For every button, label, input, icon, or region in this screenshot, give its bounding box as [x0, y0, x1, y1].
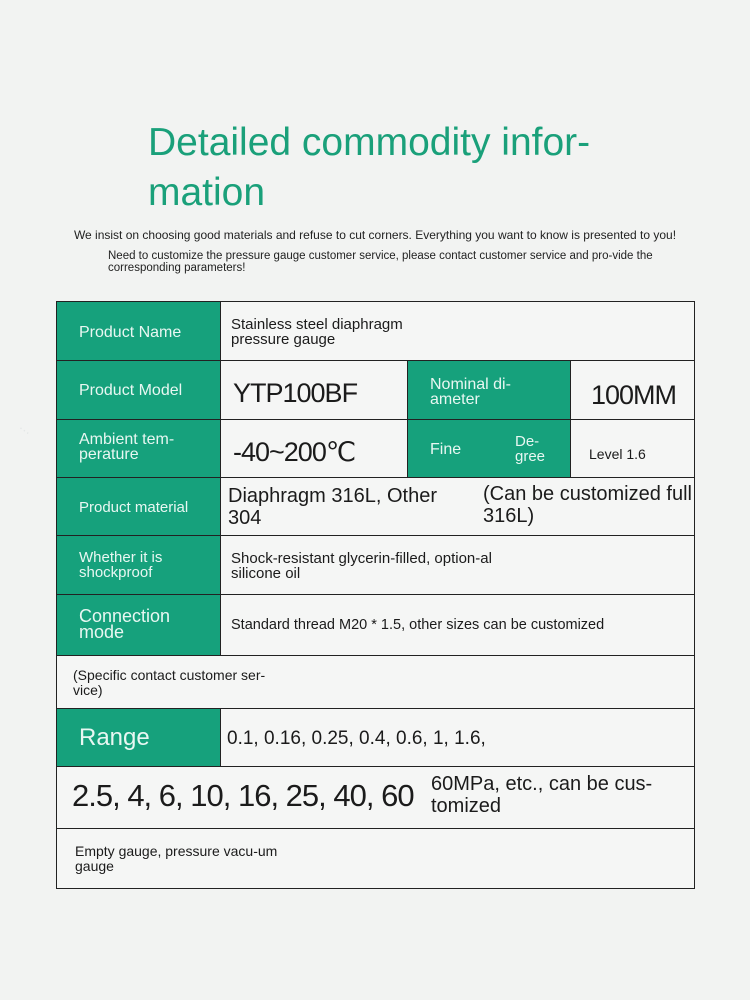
product-name-value: Stainless steel diaphragm pressure gauge: [231, 316, 403, 348]
row-range-continued: [57, 767, 694, 829]
degree-value: Level 1.6: [589, 446, 646, 462]
ambient-temp-value-cell: [221, 420, 408, 477]
material-value-cell: [221, 478, 694, 535]
product-model-label-cell: [57, 361, 221, 419]
row-range: [57, 709, 694, 767]
row-contact-note: [57, 656, 694, 709]
row-shockproof: [57, 536, 694, 595]
gauge-types-cell: [57, 829, 694, 888]
shockproof-value-cell: [221, 536, 694, 594]
range-label: Range: [79, 724, 150, 751]
row-product-name: [57, 302, 694, 361]
row-connection-mode: [57, 595, 694, 656]
degree-label-cell: [493, 420, 571, 477]
ambient-temp-label-cell: [57, 420, 221, 477]
range-value-cell: [221, 709, 694, 766]
nominal-diameter-label: Nominal di-ameter: [430, 376, 511, 408]
intro-text: We insist on choosing good materials and refuse to cut corners. Everything you want to know is presented to you!: [73, 228, 677, 242]
connection-value: Standard thread M20 * 1.5, other sizes can be customized: [231, 617, 605, 633]
material-label: Product material: [79, 499, 189, 516]
degree-value-cell: [571, 420, 694, 477]
contact-note-cell: [57, 656, 694, 708]
nominal-diameter-value: 100MM: [591, 380, 677, 410]
range-label-cell: [57, 709, 221, 766]
material-label-cell: [57, 478, 221, 535]
watermark-text: …: [16, 417, 37, 438]
gauge-types: Empty gauge, pressure vacu-um gauge: [75, 843, 278, 874]
ambient-temp-value: -40~200℃: [233, 437, 356, 467]
connection-label: Connection mode: [79, 606, 171, 642]
nominal-diameter-label-cell: [408, 361, 571, 419]
material-value-2: (Can be customized full 316L): [483, 483, 692, 527]
row-product-material: [57, 478, 694, 536]
product-name-value-cell: [221, 302, 694, 360]
range-continued-cell: [57, 767, 694, 828]
product-name-label-cell: [57, 302, 221, 360]
range-value-2: 2.5, 4, 6, 10, 16, 25, 40, 60: [72, 778, 414, 813]
shockproof-label: Whether it is shockproof: [79, 549, 163, 581]
range-value-3: 60MPa, etc., can be cus-tomized: [431, 773, 653, 817]
range-value-1: 0.1, 0.16, 0.25, 0.4, 0.6, 1, 1.6,: [227, 728, 486, 749]
contact-note: (Specific contact customer ser-vice): [73, 667, 266, 698]
product-model-value: YTP100BF: [233, 378, 358, 408]
degree-label: De-gree: [515, 433, 546, 465]
row-product-model: [57, 361, 694, 420]
connection-label-cell: [57, 595, 221, 655]
connection-value-cell: [221, 595, 694, 655]
row-ambient-temperature: [57, 420, 694, 478]
fine-label: Fine: [430, 441, 462, 458]
spec-table: [56, 301, 695, 889]
material-value-1: Diaphragm 316L, Other 304: [228, 485, 438, 529]
row-gauge-types: [57, 829, 694, 888]
product-model-label: Product Model: [79, 382, 183, 399]
customize-note: Need to customize the pressure gauge customer service, please contact customer service and pro-vide the corresponding parameters!: [108, 250, 653, 274]
product-model-value-cell: [221, 361, 408, 419]
shockproof-value: Shock-resistant glycerin-filled, option-al silicone oil: [231, 550, 492, 582]
nominal-diameter-value-cell: [571, 361, 694, 419]
ambient-temp-label: Ambient tem-perature: [79, 431, 175, 463]
shockproof-label-cell: [57, 536, 221, 594]
page-title: Detailed commodity infor- mation: [148, 121, 591, 214]
product-name-label: Product Name: [79, 324, 182, 341]
fine-label-cell: [408, 420, 493, 477]
